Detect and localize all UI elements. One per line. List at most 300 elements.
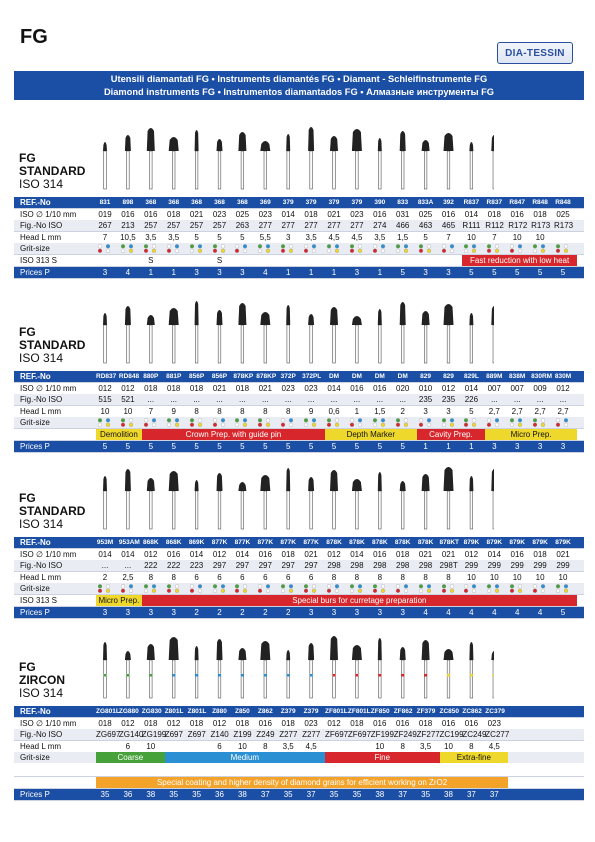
table-cell: ZF697 (325, 730, 349, 740)
table-cell: 298 (396, 561, 410, 571)
bur-drawing (330, 636, 338, 698)
grit-dots (531, 418, 549, 427)
bur-drawing (238, 132, 246, 189)
table-cell: 299 (556, 561, 570, 571)
table-cell: 018 (350, 718, 364, 728)
table-cell: 2,7 (534, 406, 546, 416)
table-cell: 3 (446, 406, 451, 416)
table-cell: 877K (303, 539, 319, 546)
grit-dots (233, 244, 251, 253)
grit-dots (142, 584, 160, 593)
bur-drawing (400, 647, 406, 698)
table-cell: 012 (441, 383, 456, 393)
table-cell: 277 (350, 221, 364, 231)
head-row (14, 572, 584, 583)
table-cell: 869K (188, 539, 205, 546)
table-cell: 37 (306, 789, 316, 799)
table-cell: 014 (464, 209, 479, 219)
grit-dots (394, 418, 412, 427)
bur-drawing (169, 137, 179, 189)
table-cell: ZF249 (393, 730, 417, 740)
section-label-line3: ISO 314 (19, 686, 64, 700)
table-cell: 016 (441, 209, 456, 219)
table-cell: 2,7 (488, 406, 500, 416)
row-label: REF.-No (20, 198, 51, 207)
table-cell: 878K (326, 539, 342, 546)
table-cell: 5 (285, 441, 291, 451)
table-cell: 012 (212, 549, 227, 559)
table-cell: 3,5 (374, 232, 386, 242)
bur-drawing (125, 469, 131, 529)
grit-dots (394, 584, 412, 593)
table-cell: 016 (373, 718, 387, 728)
table-cell: 368 (168, 199, 180, 206)
table-cell: ZF277 (416, 730, 440, 740)
grit-dots (554, 418, 572, 427)
grit-row (14, 752, 584, 763)
table-cell: 878K (349, 539, 365, 546)
grit-dots (462, 244, 480, 253)
table-cell: 018 (98, 718, 112, 728)
table-cell: 277 (281, 221, 295, 231)
bur-drawing (238, 648, 246, 698)
table-cell: 463 (418, 221, 433, 231)
table-cell: 5 (469, 267, 474, 277)
table-cell: DM (351, 373, 362, 380)
table-cell: 213 (121, 221, 135, 231)
table-cell: 5,5 (259, 232, 271, 242)
table-cell: 257 (189, 221, 204, 231)
table-cell: ... (124, 561, 132, 571)
category-band: Depth Marker (325, 429, 417, 440)
table-cell: 3 (514, 441, 520, 451)
bur-drawing (147, 478, 155, 529)
table-cell: R847 (509, 199, 525, 206)
band-row (14, 765, 584, 776)
table-cell: 009 (533, 383, 547, 393)
section-label-line3: ISO 314 (19, 517, 64, 531)
table-cell: 1 (446, 441, 451, 451)
grit-dots (233, 418, 251, 427)
table-cell: 10 (466, 232, 476, 242)
grit-dots (188, 244, 206, 253)
table-cell: 4,5 (328, 232, 340, 242)
table-cell: 4 (492, 607, 497, 617)
table-cell: 223 (189, 561, 204, 571)
table-cell: 10 (146, 741, 156, 751)
table-cell: 465 (441, 221, 456, 231)
head-row (14, 741, 584, 752)
table-cell: 016 (258, 549, 272, 559)
grit-dots (188, 584, 206, 593)
row-label: Fig.-No ISO (20, 561, 63, 571)
grit-dots (279, 584, 297, 593)
table-cell: 012 (327, 718, 341, 728)
category-band: Special burs for curretage preparation (142, 595, 577, 606)
table-cell: Z140 (210, 730, 229, 740)
row-label: Fig.-No ISO (20, 221, 63, 231)
grit-dots (348, 418, 366, 427)
grit-dots (302, 418, 320, 427)
bur-drawing (238, 303, 246, 363)
section-label-line1: FG (19, 660, 36, 674)
table-cell: 010 (418, 383, 433, 393)
table-cell: Z880 (212, 708, 227, 715)
grit-dots (325, 418, 343, 427)
table-cell: 299 (510, 561, 524, 571)
table-cell: 016 (464, 718, 479, 728)
table-cell: Z277 (279, 730, 298, 740)
table-cell: R848 (532, 199, 548, 206)
table-cell: 018 (533, 549, 547, 559)
table-cell: ZG697 (96, 730, 121, 740)
table-cell: 226 (464, 395, 479, 405)
table-cell: DM (374, 373, 385, 380)
table-cell: 10 (100, 406, 110, 416)
table-cell: 878K (417, 539, 434, 546)
bur-drawing (103, 476, 107, 529)
table-cell: ZC850 (439, 708, 460, 715)
table-cell: 2 (400, 406, 405, 416)
ref-row (14, 706, 584, 717)
grit-dots (142, 418, 160, 427)
table-cell: 222 (144, 561, 158, 571)
bur-drawing (378, 138, 382, 189)
ref-row (14, 537, 584, 548)
bur-drawing (125, 651, 131, 698)
bur-drawing (260, 312, 270, 363)
price-row (14, 267, 584, 278)
table-cell: 023 (212, 209, 227, 219)
table-cell: ZF379 (416, 708, 436, 715)
iso313-row (14, 255, 584, 266)
section-label-line2: STANDARD (19, 504, 86, 518)
table-cell: 7 (102, 232, 108, 242)
table-cell: 018 (235, 718, 250, 728)
table-cell: 7 (446, 232, 451, 242)
fig-row (14, 220, 584, 231)
grit-dots (485, 584, 503, 593)
grit-dots (96, 418, 114, 427)
table-cell: 829 (420, 373, 432, 380)
grit-dots (119, 584, 137, 593)
grit-dots (508, 584, 526, 593)
table-cell: 018 (396, 549, 410, 559)
bur-drawing (195, 130, 199, 189)
table-cell: 3 (400, 607, 405, 617)
table-cell: 8 (423, 572, 428, 582)
table-cell: 014 (487, 549, 501, 559)
table-cell: ZC277 (485, 730, 510, 740)
table-cell: 36 (123, 789, 133, 799)
table-cell: 35 (352, 789, 362, 799)
table-cell: 10 (466, 572, 476, 582)
category-band: Cavity Prep. (417, 429, 486, 440)
table-cell: 2 (217, 607, 222, 617)
table-cell: 2 (194, 607, 199, 617)
table-cell: Z249 (256, 730, 275, 740)
table-cell: 877K (234, 539, 251, 546)
table-cell: 8 (263, 741, 268, 751)
grit-dots (371, 244, 389, 253)
table-cell: 877K (257, 539, 274, 546)
table-cell: 297 (304, 561, 318, 571)
bur-drawing (444, 304, 454, 363)
bur-drawing (217, 639, 223, 698)
row-label: ISO 313 S (20, 256, 57, 265)
table-cell: 3 (423, 406, 428, 416)
table-cell: 5 (514, 267, 520, 277)
category-band: Demolition (96, 429, 142, 440)
table-cell: 8 (171, 572, 176, 582)
grit-dots (508, 244, 526, 253)
table-cell: 274 (373, 221, 387, 231)
grit-dots (417, 584, 435, 593)
table-cell: ... (261, 395, 269, 405)
bur-drawing (308, 643, 314, 698)
bur-drawing (169, 308, 179, 363)
table-cell: 007 (510, 383, 524, 393)
table-cell: 5 (400, 441, 405, 451)
table-cell: 018 (144, 718, 158, 728)
table-cell: 1 (377, 267, 383, 277)
bur-drawing (469, 142, 473, 189)
table-cell: 10 (535, 232, 545, 242)
table-cell: 018 (304, 209, 318, 219)
table-cell: 016 (121, 209, 135, 219)
table-cell: 10,5 (120, 232, 136, 242)
bur-drawing (286, 650, 290, 698)
bur-drawing (469, 313, 473, 363)
table-cell: 3 (537, 441, 543, 451)
iso-row (14, 209, 584, 220)
table-cell: 4,5 (351, 232, 363, 242)
grit-dots (440, 584, 458, 593)
table-cell: 007 (487, 383, 501, 393)
bur-drawing (469, 642, 473, 698)
table-cell: 012 (212, 718, 227, 728)
table-cell: 838M (509, 373, 526, 380)
table-cell: 6 (285, 572, 291, 582)
table-cell: 38 (444, 789, 453, 799)
grit-dots (348, 584, 366, 593)
table-cell: ZC249 (462, 730, 487, 740)
table-cell: 012 (167, 718, 181, 728)
table-cell: Z277 (302, 730, 321, 740)
table-cell: 5 (560, 267, 566, 277)
row-label: REF.-No (20, 372, 51, 381)
table-cell: 257 (212, 221, 227, 231)
grit-dots (485, 418, 503, 427)
table-cell: 8 (377, 572, 383, 582)
grit-dots (417, 244, 435, 253)
table-cell: 879K (463, 539, 480, 546)
bur-drawing (444, 649, 454, 698)
row-separator (14, 618, 584, 619)
bur-drawing (286, 468, 290, 529)
brand-text: DIA-TESSIN (505, 47, 565, 59)
bur-drawing (352, 479, 362, 529)
table-cell: 297 (235, 561, 250, 571)
grit-dots (119, 418, 137, 427)
price-row (14, 789, 584, 800)
table-cell: Z862 (257, 708, 273, 715)
bur-drawing (400, 481, 406, 529)
grit-dots (233, 584, 251, 593)
bur-drawing (378, 638, 382, 698)
table-cell: 7 (492, 232, 497, 242)
table-cell: 5 (537, 267, 543, 277)
section-label-line3: ISO 314 (19, 351, 64, 365)
table-cell: 025 (556, 209, 570, 219)
bur-drawing (444, 467, 454, 529)
table-cell: 012 (556, 383, 570, 393)
bur-drawing (378, 309, 382, 363)
table-cell: 1 (331, 267, 337, 277)
table-cell: 3 (354, 607, 360, 617)
table-cell: 5 (308, 441, 314, 451)
table-cell: R837 (486, 199, 503, 206)
table-cell: 829L (463, 373, 479, 380)
table-cell: 831 (99, 199, 111, 206)
grit-dots (188, 418, 206, 427)
row-separator (14, 452, 584, 453)
row-label: Fig.-No ISO (20, 395, 63, 405)
table-cell: 016 (373, 383, 387, 393)
table-cell: 829 (443, 373, 454, 380)
table-cell: 856P (211, 373, 228, 380)
grit-dots (96, 584, 114, 593)
bur-drawing (147, 315, 155, 363)
grit-dots (325, 244, 343, 253)
bur-illustrations (14, 630, 494, 705)
bur-drawing (238, 482, 246, 529)
table-cell: 299 (533, 561, 547, 571)
table-cell: ZF850 (370, 708, 390, 715)
table-cell: 5 (240, 441, 245, 451)
table-cell: 372PL (302, 373, 322, 380)
table-cell: ... (170, 395, 178, 405)
table-cell: 8 (400, 572, 405, 582)
bur-drawing (330, 307, 338, 363)
table-cell: ... (399, 395, 407, 405)
grit-dots (165, 418, 183, 427)
table-cell: R112 (485, 221, 504, 231)
table-cell: 36 (215, 789, 224, 799)
bur-drawing (195, 301, 199, 363)
section-label-line1: FG (19, 151, 36, 165)
table-cell: 10 (375, 741, 385, 751)
table-cell: 257 (167, 221, 181, 231)
table-cell: 379 (351, 199, 363, 206)
table-cell: 369 (259, 199, 271, 206)
table-cell: 10 (444, 741, 453, 751)
table-cell: 9 (308, 406, 314, 416)
bur-drawing (217, 310, 223, 363)
category-band: Extra-fine (440, 752, 509, 763)
grit-dots (440, 418, 458, 427)
table-cell: 021 (327, 209, 341, 219)
table-cell: 37 (260, 789, 270, 799)
table-cell: 018 (167, 383, 181, 393)
table-cell: 5 (194, 441, 199, 451)
table-cell: 8 (446, 572, 451, 582)
table-cell: 299 (464, 561, 479, 571)
table-cell: 879K (555, 539, 571, 546)
head-row (14, 406, 584, 417)
bur-drawing (400, 131, 406, 189)
table-cell: 031 (396, 209, 410, 219)
grit-dots (325, 584, 343, 593)
table-cell: ZG140 (118, 730, 144, 740)
bur-drawing (308, 477, 314, 529)
section-label-line1: FG (19, 491, 36, 505)
table-cell: 4 (263, 267, 268, 277)
table-cell: 018 (418, 718, 433, 728)
table-cell: 014 (350, 549, 364, 559)
table-cell: 8 (285, 406, 291, 416)
table-cell: 3 (125, 607, 131, 617)
bur-drawing (400, 302, 406, 363)
table-cell: 6 (194, 572, 199, 582)
table-cell: 3,5 (145, 232, 157, 242)
category-band: Micro Prep. (485, 429, 577, 440)
table-cell: 833 (397, 199, 409, 206)
bur-drawing (491, 651, 494, 698)
grit-dots (417, 418, 435, 427)
table-cell: ZG801L (96, 708, 120, 715)
table-cell: 018 (533, 209, 547, 219)
table-cell: 4 (469, 607, 474, 617)
table-cell: ... (490, 395, 498, 405)
table-cell: 35 (100, 789, 110, 799)
table-cell: 8 (240, 406, 245, 416)
table-cell: 8 (217, 406, 222, 416)
table-cell: 856P (189, 373, 205, 380)
grit-dots (302, 244, 320, 253)
table-cell: 023 (304, 383, 318, 393)
table-cell: 016 (258, 718, 272, 728)
table-cell: 878K (372, 539, 388, 546)
table-cell: 379 (328, 199, 340, 206)
table-cell: 016 (144, 209, 158, 219)
row-label: Prices P (20, 267, 50, 277)
table-cell: 3 (331, 607, 337, 617)
table-cell: 021 (441, 549, 456, 559)
header-line-2: Diamond instruments FG • Instrumentos diamantados FG • Алмазные инструменты FG (103, 87, 495, 97)
bur-drawing (103, 642, 107, 698)
bur-drawing (352, 645, 362, 698)
table-cell: 267 (98, 221, 112, 231)
table-cell: 021 (556, 549, 570, 559)
table-cell: 016 (396, 718, 410, 728)
table-cell: 5 (423, 232, 428, 242)
table-cell: 10 (237, 741, 247, 751)
grit-row (14, 417, 584, 428)
iso-row (14, 549, 584, 560)
table-cell: 277 (304, 221, 318, 231)
table-cell: 3 (285, 232, 291, 242)
table-cell: 012 (144, 549, 158, 559)
table-cell: 3,5 (282, 741, 294, 751)
table-cell: 023 (281, 383, 295, 393)
grit-dots (119, 244, 137, 253)
row-label: Prices P (20, 441, 50, 451)
section-label-line2: STANDARD (19, 338, 86, 352)
table-cell: 016 (167, 549, 181, 559)
table-cell: 021 (189, 209, 204, 219)
table-cell: 299 (487, 561, 501, 571)
